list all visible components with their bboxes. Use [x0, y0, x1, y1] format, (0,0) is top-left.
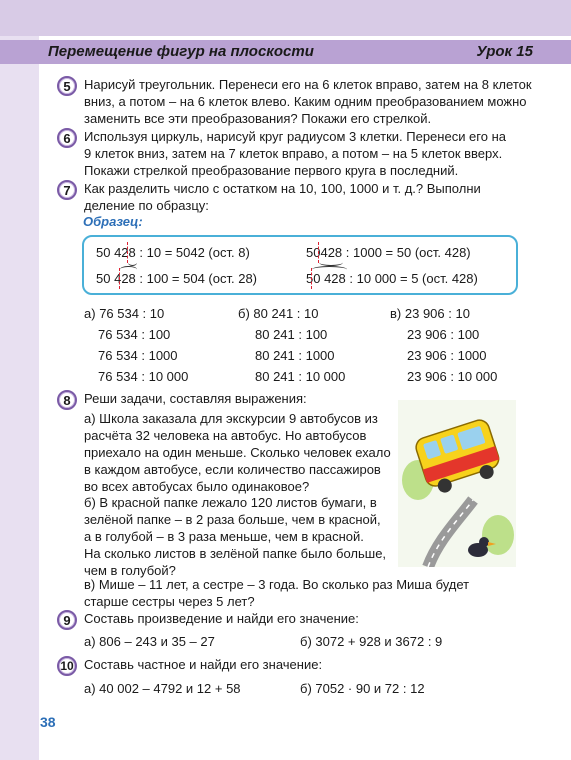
exercise-item: 23 906 : 1000: [407, 348, 487, 363]
dividend-head: 50 42: [96, 245, 129, 260]
remainder-part: 8: [128, 245, 136, 260]
problem-c: [84, 576, 469, 610]
sample-example: [96, 245, 250, 260]
problem-b: [84, 494, 386, 579]
problem-line: во всех автобусах было одинаковое?: [84, 479, 310, 494]
column-label: а): [84, 306, 96, 321]
page-number: 38: [40, 714, 56, 730]
exercise-column-b: [238, 303, 345, 387]
task-number-badge: 8: [57, 390, 77, 410]
problem-line: приехало на один меньше. Сколько человек ехало: [84, 445, 391, 460]
task-number-badge: 5: [57, 76, 77, 96]
task-number-badge: 6: [57, 128, 77, 148]
division-rest: : 10 000 = 5 (ост. 428): [345, 271, 478, 286]
problem-line: а) Школа заказала для экскурсии 9 автобусов из: [84, 411, 378, 426]
task-intro: Составь произведение и найди его значение:: [84, 611, 359, 626]
dividend-head: 50: [306, 245, 321, 260]
remainder-part: 28: [121, 271, 136, 286]
exercise-item: 80 241 : 1000: [255, 348, 335, 363]
exercise-item: б) 80 241 : 10: [238, 306, 319, 321]
problem-a: [84, 410, 391, 495]
remainder-part: 428: [320, 245, 343, 260]
sample-box: [82, 235, 518, 295]
task-intro: Составь частное и найди его значение:: [84, 657, 323, 672]
exercise-item: а) 76 534 : 10: [84, 306, 165, 321]
task-number-badge: 9: [57, 610, 77, 630]
problem-line: чем в голубой?: [84, 563, 176, 578]
task-text: [84, 180, 481, 214]
expression-a: а) 40 002 – 4792 и 12 + 58: [84, 681, 241, 696]
problem-line: а в голубой – в 3 раза меньше, чем в красной.: [84, 529, 364, 544]
exercise-item: 76 534 : 10 000: [98, 369, 189, 384]
column-label: б): [238, 306, 250, 321]
sample-example: [306, 271, 478, 286]
division-rest: : 1000 = 50 (ост. 428): [342, 245, 471, 260]
task-line: заменить все эти преобразования? Покажи его стрелкой.: [84, 111, 432, 126]
task-line: Нарисуй треугольник. Перенеси его на 6 клеток вправо, затем на 8 клеток: [84, 77, 532, 92]
problem-line: в каждом автобусе, если количество пассажиров: [84, 462, 381, 477]
task-line: 9 клеток вниз, затем на 7 клеток вправо, а потом – на 5 клеток вверх.: [84, 146, 503, 161]
task-line: деление по образцу:: [84, 198, 209, 213]
task-number-badge: 7: [57, 180, 77, 200]
task-line: Покажи стрелкой преобразование первого круга в последний.: [84, 163, 459, 178]
problem-line: в) Мише – 11 лет, а сестре – 3 года. Во сколько раз Миша будет: [84, 577, 470, 592]
sample-example: [96, 271, 257, 286]
sample-example: [306, 245, 471, 260]
problem-line: зелёной папке – в 2 раза больше, чем в красной,: [84, 512, 381, 527]
lesson-header: [0, 40, 571, 64]
problem-line: На сколько листов в зелёной папке было больше,: [84, 546, 387, 561]
task-line: Используя циркуль, нарисуй круг радиусом 3 клетки. Перенеси его на: [84, 129, 506, 144]
exercise-item: 76 534 : 1000: [98, 348, 178, 363]
task-line: вниз, а потом – на 6 клеток влево. Каким одним преобразованием можно: [84, 94, 527, 109]
dividend-head: 50 4: [96, 271, 122, 286]
exercise-item: 80 241 : 100: [255, 327, 328, 342]
exercise-item: 80 241 : 10 000: [255, 369, 346, 384]
task-text: [84, 76, 532, 127]
bus-illustration: [398, 400, 516, 567]
division-rest: : 100 = 504 (ост. 28): [135, 271, 258, 286]
task-intro: Реши задачи, составляя выражения:: [84, 391, 307, 406]
bus-icon: [398, 400, 516, 567]
dividend-head: 5: [306, 271, 314, 286]
exercise-item: в) 23 906 : 10: [390, 306, 470, 321]
task-text: [84, 128, 506, 179]
sample-label: Образец:: [83, 214, 143, 229]
problem-line: старше сестры через 5 лет?: [84, 594, 255, 609]
task-number-badge: 10: [57, 656, 77, 676]
exercise-column-a: [84, 303, 188, 387]
problem-line: б) В красной папке лежало 120 листов бумаги, в: [84, 495, 377, 510]
exercise-item: 23 906 : 10 000: [407, 369, 498, 384]
remainder-part: 0 428: [313, 271, 346, 286]
expression-b: б) 3072 + 928 и 3672 : 9: [300, 634, 443, 649]
task-line: Как разделить число с остатком на 10, 100, 1000 и т. д.? Выполни: [84, 181, 481, 196]
expression-b: б) 7052 · 90 и 72 : 12: [300, 681, 425, 696]
exercise-column-c: [390, 303, 497, 387]
exercise-item: 23 906 : 100: [407, 327, 480, 342]
left-margin-strip: [0, 36, 39, 760]
column-label: в): [390, 306, 402, 321]
expression-a: а) 806 – 243 и 35 – 27: [84, 634, 215, 649]
problem-line: расчёта 32 человека на автобус. Но автобусов: [84, 428, 367, 443]
division-rest: : 10 = 5042 (ост. 8): [135, 245, 250, 260]
lesson-number: Урок 15: [476, 43, 533, 60]
lesson-topic: Перемещение фигур на плоскости: [48, 43, 314, 60]
exercise-item: 76 534 : 100: [98, 327, 171, 342]
